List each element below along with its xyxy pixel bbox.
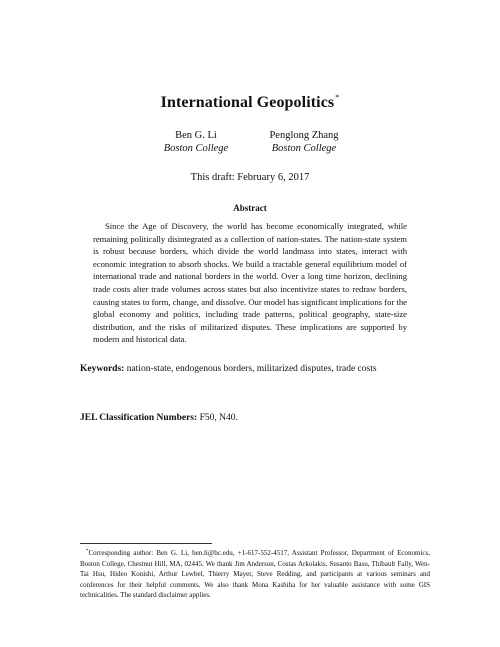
footnote-mark: *: [86, 549, 89, 554]
author-name: Ben G. Li: [175, 130, 217, 141]
keywords-label: Keywords:: [80, 364, 125, 374]
draft-date: This draft: February 6, 2017: [190, 172, 310, 183]
author-name: Penglong Zhang: [269, 130, 339, 141]
author-affiliation: Boston College: [163, 143, 229, 154]
footnote-rule: [80, 543, 212, 544]
title-footnote-mark: *: [335, 93, 340, 102]
abstract-heading: Abstract: [233, 203, 267, 213]
footnote: [80, 547, 430, 601]
abstract-text: Since the Age of Discovery, the world has become economically integrated, while remaining politically disintegrated as a collection of nation-states. The nation-state system is robust because borders, which divide the world landmass into states, interact with economic integration to absorb shocks. We build a tractable general equilibrium model of international trade and national borders in the world. Over a long time horizon, declining trade costs alter trade volumes across states but also incentivize states to redraw borders, causing states to form, change, and dissolve. Our model has significant implications for the global economy and politics, including trade patterns, political geography, state-size distribution, and the risks of militarized disputes. These implications are supported by modern and historical data.: [93, 221, 407, 345]
keywords-line: [80, 364, 440, 374]
author-block-2: [229, 130, 379, 154]
paper-title-text: International Geopolitics: [160, 94, 335, 111]
paper-title: [0, 93, 500, 112]
jel-label: JEL Classification Numbers:: [80, 413, 198, 423]
jel-codes: F50, N40.: [199, 413, 238, 423]
author-affiliation: Boston College: [271, 143, 337, 154]
footnote-text: Corresponding author: Ben G. Li, ben.li@bc.edu, +1-617-552-4517, Assistant Professor, Department of Economics, Boston College, Chestnut Hill, MA, 02445. We thank Jim Anderson, Costas Arkolakis, Susanto Basu, Thibault Fally, Wen-Tai Hsu, Hideo Konishi, Arthur Lewbel, Thierry Mayer, Steve Redding, and participants at various seminars and conferences for their helpful comments. We also thank Mona Kashiha for her valuable assistance with some GIS technicalities. The standard disclaimer applies.: [80, 549, 430, 599]
jel-line: [80, 413, 420, 423]
keywords-text: nation-state, endogenous borders, militarized disputes, trade costs: [126, 364, 377, 374]
